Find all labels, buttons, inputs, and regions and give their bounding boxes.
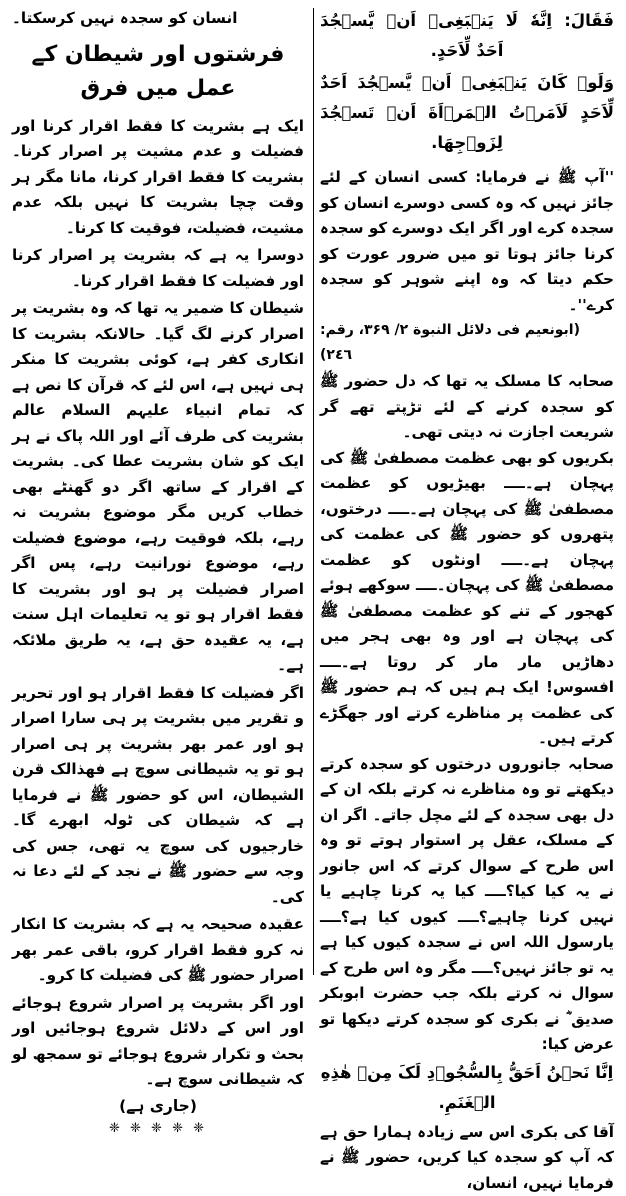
left-paragraph-3: شیطان کا ضمیر یہ تھا کہ وہ بشریت پر اصرار کرنے لگ گیا۔ حالانکہ بشریت کا انکاری کفر ہے، کوئی بشریت کا منکر ہی نہیں ہے، اس لئے کہ قرآن کا نص ہے کہ تمام انبیاء علیہم السلام عالم بشریت کی طرف آئے اور اللہ پاک نے ہر ایک کو شان بشریت عطا کی۔ بشریت کے اقرار کے ساتھ اگر دو گھنٹے بھی خطاب کریں مگر موضوع بشریت نہ رہے، بلکہ فوقیت رہے، موضوع فضیلت رہے، موضوع نورانیت رہے، پس اگر اصرار فضیلت پر ہو اور بشریت کا فقط اقرار ہو تو یہ تعلیمات اہل سنت ہے، یہ عقیدہ حق ہے، یہ طریق ملائکہ ہے۔ — [12, 296, 304, 679]
arabic-opening-line-1: فَقَالَ: اِنَّهٗ لَا یَنۡبَغِیۡ اَنۡ یَّسۡجُدَ اَحَدٌ لِّاَحَدٍ. — [320, 6, 614, 66]
right-paragraph-2: صحابہ کا مسلک یہ تھا کہ دل حضور ﷺ کو سجدہ کرنے کے لئے تڑپتے تھے گر شریعت اجازت نہ دیتی تھی۔ — [320, 369, 614, 446]
arabic-quote-middle: اِنَّا نَحۡنُ اَحَقُّ بِالسُّجُوۡدِ لَکَ مِنۡ هٰذِهِ الۡغَنَمِ. — [320, 1058, 614, 1118]
right-paragraph-3: بکریوں کو بھی عظمت مصطفیٰ ﷺ کی پہچان ہے۔ــــ بھیڑیوں کو عظمت مصطفیٰ ﷺ کی پہچان ہے۔ــــ درختوں، پتھروں کو حضور ﷺ کی عظمت کی پہچان ہے۔ــــ اونٹوں کو عظمت مصطفیٰ ﷺ کی پہچان۔ــــ سوکھے ہوئے کھجور کے تنے کو عظمت مصطفیٰ ﷺ کی پہچان ہے اور وہ بھی ہجر میں دھاڑیں مار مار کر روتا ہے۔ــــ افسوس! ایک ہم ہیں کہ ہم حضور ﷺ کی عظمت پر مناظرے کرتے اور جھگڑے کرتے ہیں۔ — [320, 446, 614, 752]
arabic-opening-line-2: وَلَوۡ کَانَ یَنۡبَغِیۡ اَنۡ یَّسۡجُدَ اَحَدٌ لِّاَحَدٍ لَاَمَرۡتُ الۡمَرۡاَةَ اَنۡ تَسۡجُدَ لِزَوۡجِهَا. — [320, 68, 614, 158]
flourish-ornament: ❈ ❈ ❈ ❈ ❈ — [12, 1121, 304, 1136]
left-paragraph-2: دوسرا یہ ہے کہ بشریت پر اصرار کرنا اور فضیلت کا فقط اقرار کرنا۔ — [12, 243, 304, 294]
column-divider — [313, 8, 314, 975]
left-paragraph-1: ایک ہے بشریت کا فقط اقرار کرنا اور فضیلت و عدم مشیت پر اصرار کرنا۔ بشریت کا فقط اقرار کرنا، مانا مگر ہر وقت چچا بشریت کا نہیں بلکہ عدم مشیت، فضیلت، فوقیت کا کرنا۔ — [12, 114, 304, 242]
left-paragraph-6: اور اگر بشریت پر اصرار شروع ہوجائے اور اس کے دلائل شروع ہوجائیں اور بحث و تکرار شروع ہوجائے تو سمجھ لو کہ شیطانی سوچ ہے۔ — [12, 991, 304, 1093]
right-paragraph-5: آقا کی بکری اس سے زیادہ ہمارا حق ہے کہ آپ کو سجدہ کیا کریں، حضور ﷺ نے فرمایا نہیں، انسان، — [320, 1120, 614, 1196]
right-text-column — [313, 6, 616, 979]
left-paragraph-4: اگر فضیلت کا فقط اقرار ہو اور تحریر و تقریر میں بشریت پر ہی سارا اصرار ہو اور عمر بھر بشریت پر ہی اصرار ہو تو یہ شیطانی سوچ ہے فھذالک قرن الشیطان، اس کو حضور ﷺ نے فرمایا ہے کہ شیطان کی ٹولہ ابھرے گا۔ خارجیوں کی سوچ یہ تھی، جس کی وجہ سے حضور ﷺ نے نجد کے لئے دعا نہ کی۔ — [12, 681, 304, 911]
section-heading: فرشتوں اور شیطان کے عمل میں فرق — [12, 38, 304, 106]
continuation-note: (جاری ہے) — [12, 1097, 304, 1115]
right-paragraph-4: صحابہ جانوروں درختوں کو سجدہ کرتے دیکھتے تو وہ مناظرے نہ کرتے بلکہ ان کے دل بھی سجدہ کے لئے مچل جاتے۔ اگر ان کے مسلک، عقل پر استوار ہوتے تو وہ اس طرح کے سوال کرتے کہ اس جانور نے یہ کیا کیا؟ــــ کیا یہ کرنا چاہیے یا نہیں کرنا چاہیے؟ــــ کیوں کیا ہے؟ــــ یارسول اللہ اس نے سجدہ کیوں کیا ہے یہ تو جائز نہیں؟ــــ مگر وہ اس طرح کے سوال نہ کرتے بلکہ جب حضرت ابوبکر صدیق ؓ نے بکری کو سجدہ کرتے دیکھا تو عرض کیا: — [320, 752, 614, 1058]
left-lead-line: انسان کو سجدہ نہیں کرسکتا۔ — [12, 6, 304, 32]
right-reference: (ابونعیم فی دلائل النبوة ۲/ ۳۶۹، رقم: ۲٤٦) — [320, 318, 614, 368]
left-text-column — [10, 6, 313, 979]
left-paragraph-5: عقیدہ صحیحہ یہ ہے کہ بشریت کا انکار نہ کرو فقط اقرار کرو، باقی عمر بھر اصرار حضور ﷺ کی فضیلت کا کرو۔ — [12, 912, 304, 989]
right-paragraph-1: ''آپ ﷺ نے فرمایا: کسی انسان کے لئے جائز نہیں کہ وہ کسی دوسرے انسان کو سجدہ کرے اور اگر ایک دوسرے کو سجدہ کرنا جائز ہوتا تو میں ضرور عورت کو حکم دیتا کہ وہ اپنے شوہر کو سجدہ کرے''۔ — [320, 165, 614, 318]
